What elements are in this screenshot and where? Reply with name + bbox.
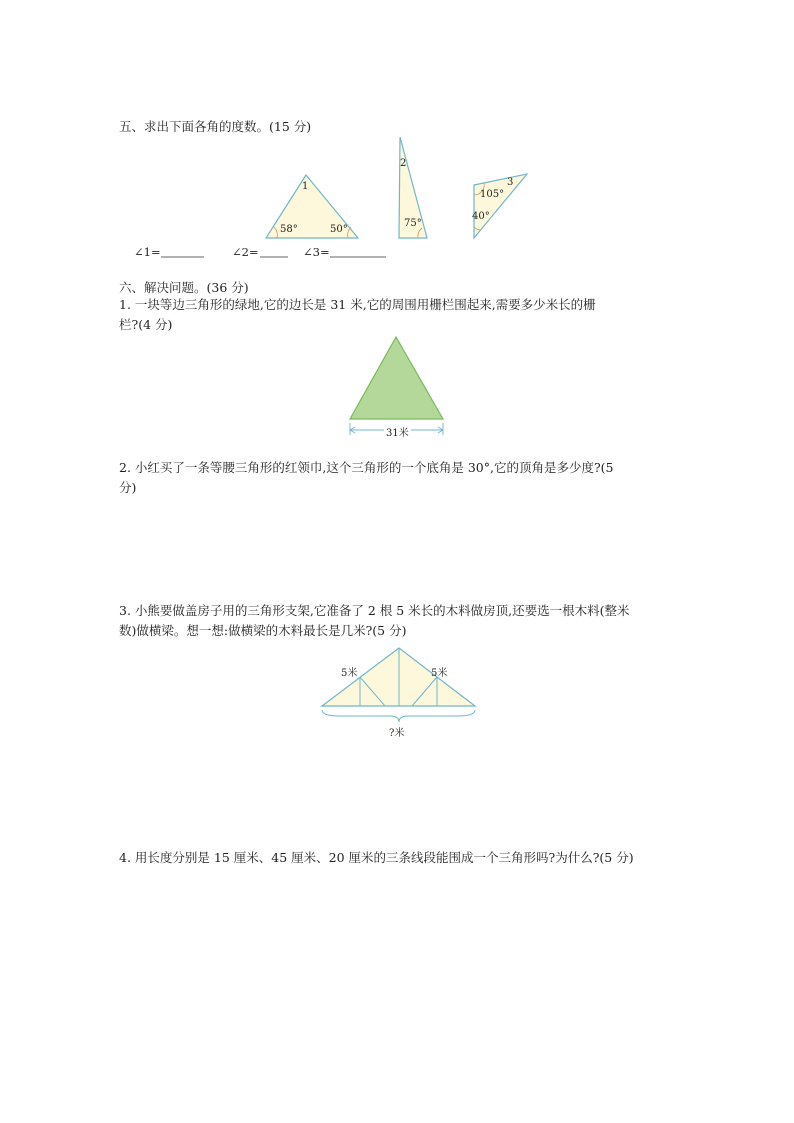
answer-1-label: ∠1= [134,245,161,259]
q2-line-2: 分) [119,480,137,495]
section-5-heading: 五、求出下面各角的度数。(15 分) [119,119,312,134]
truss-base-brace [322,710,475,722]
section-6-heading: 六、解决问题。(36 分) [119,280,249,295]
q1-line-1: 1. 一块等边三角形的绿地,它的边长是 31 米,它的周围用栅栏围起来,需要多少米长的栅 [119,297,596,312]
angle-105-label: 105° [480,189,505,200]
angle-40-label: 40° [472,211,490,222]
q3-line-2: 数)做横梁。想一想:做横梁的木料最长是几米?(5 分) [119,623,407,638]
answer-2-label: ∠2= [232,245,259,259]
q3-line-1: 3. 小熊要做盖房子用的三角形支架,它准备了 2 根 5 米长的木料做房顶,还要选一根木料(整米 [119,603,630,618]
answer-3-label: ∠3= [303,245,330,259]
angle-75-label: 75° [404,218,422,229]
angle-3-label: 3 [507,177,514,188]
q4-line-1: 4. 用长度分别是 15 厘米、45 厘米、20 厘米的三条线段能围成一个三角形吗?为什么?(5 分) [119,850,634,865]
truss-base-label: ?米 [389,728,405,739]
truss-left-label: 5米 [341,668,358,679]
q1-dimension-label: 31米 [384,424,411,439]
angle-58-label: 58° [280,224,298,235]
truss-right-label: 5米 [431,668,448,679]
angle-1-label: 1 [302,181,309,192]
angle-2-label: 2 [400,158,407,169]
q2-line-1: 2. 小红买了一条等腰三角形的红领巾,这个三角形的一个底角是 30°,它的顶角是多少度?(5 [119,460,614,475]
q1-line-2: 栏?(4 分) [119,317,173,332]
angle-50-label: 50° [330,224,348,235]
